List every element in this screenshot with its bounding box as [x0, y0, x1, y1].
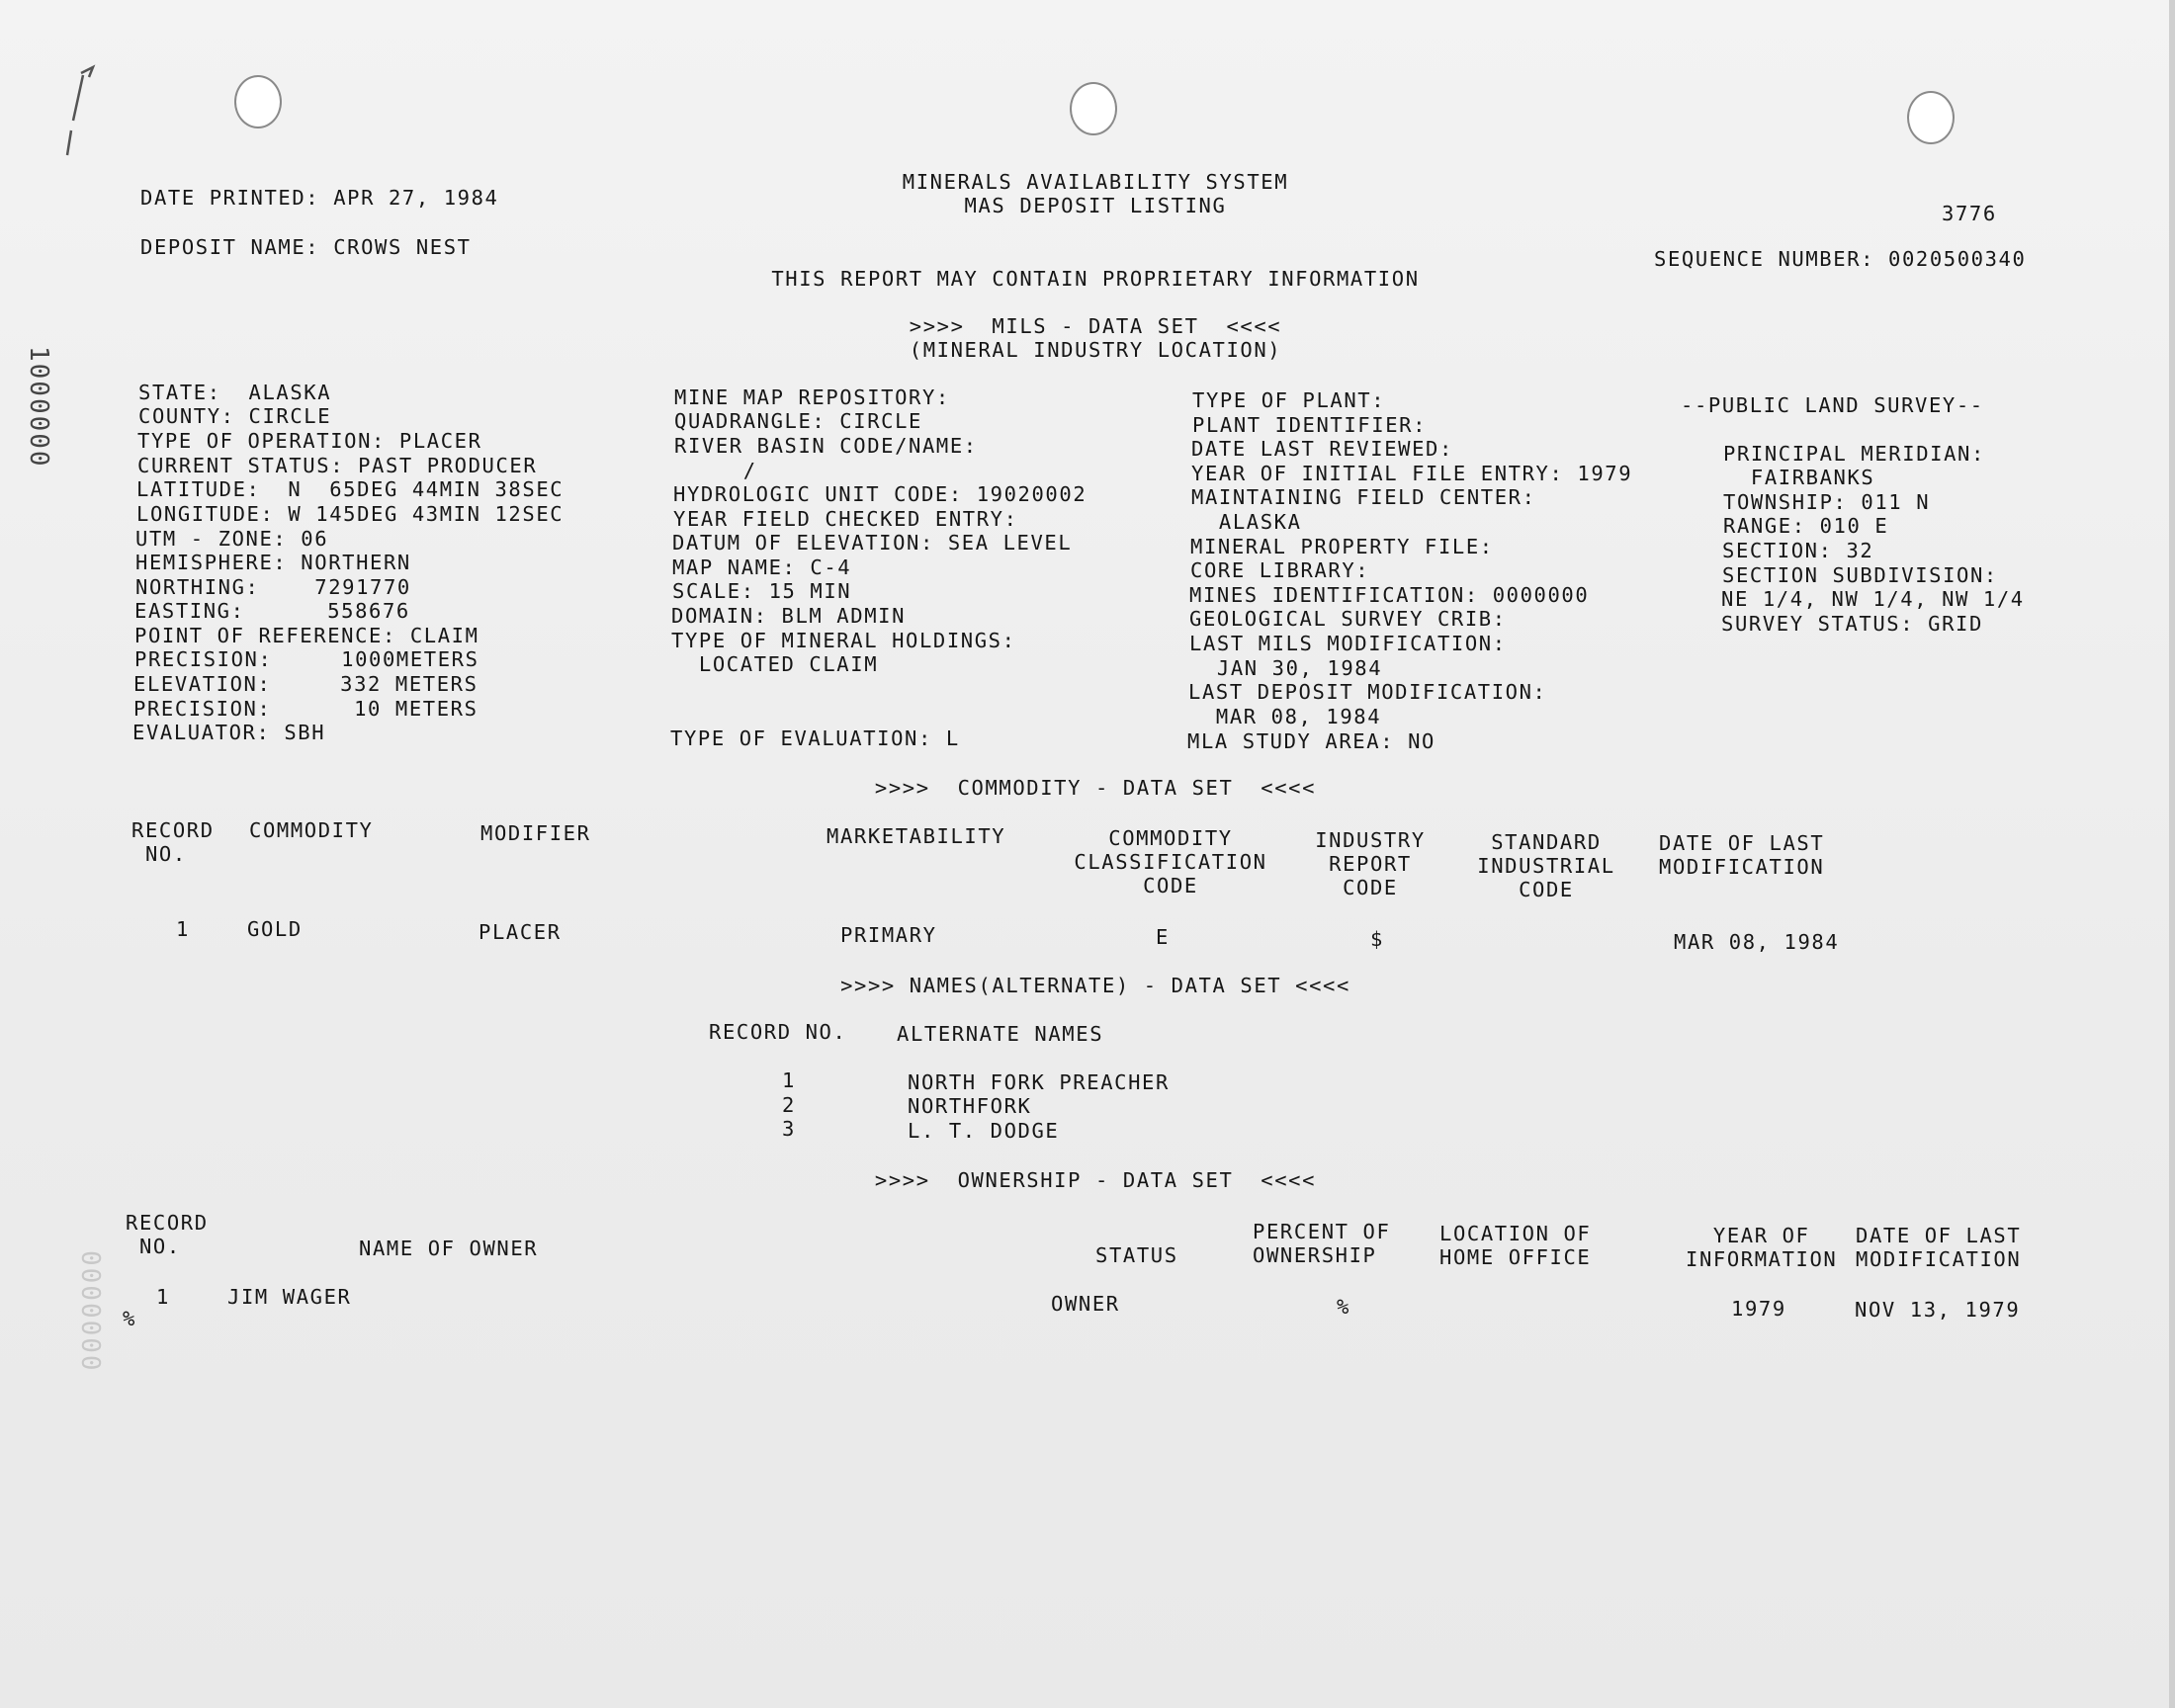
- field-precision-elevation: PRECISION: 10 METERS: [133, 697, 478, 721]
- ownership-header-home-office: LOCATION OF HOME OFFICE: [1439, 1222, 1592, 1269]
- ownership-header-owner: NAME OF OWNER: [359, 1237, 539, 1260]
- field-section: SECTION: 32: [1722, 539, 1874, 562]
- field-utm-zone: UTM - ZONE: 06: [135, 527, 329, 551]
- field-operation-type: TYPE OF OPERATION: PLACER: [137, 429, 482, 453]
- field-field-center-value: ALASKA: [1191, 510, 1302, 534]
- field-easting: EASTING: 558676: [134, 599, 410, 623]
- commodity-last-modification: MAR 08, 1984: [1674, 930, 1840, 954]
- field-field-center: MAINTAINING FIELD CENTER:: [1191, 485, 1536, 509]
- commodity-header-industry-report: INDUSTRY REPORT CODE: [1315, 828, 1426, 899]
- field-mine-map-repository: MINE MAP REPOSITORY:: [674, 385, 950, 409]
- field-geological-survey-crib: GEOLOGICAL SURVEY CRIB:: [1189, 607, 1507, 631]
- proprietary-notice: THIS REPORT MAY CONTAIN PROPRIETARY INFORMATION: [771, 267, 1420, 291]
- field-hemisphere: HEMISPHERE: NORTHERN: [135, 551, 411, 574]
- field-mineral-property-file: MINERAL PROPERTY FILE:: [1190, 535, 1494, 558]
- owner-last-modification: NOV 13, 1979: [1855, 1298, 2021, 1322]
- mils-title: >>>> MILS - DATA SET <<<<: [909, 314, 1282, 338]
- ownership-header-percent: PERCENT OF OWNERSHIP: [1253, 1220, 1391, 1267]
- alternate-name-no: 2: [782, 1093, 796, 1117]
- commodity-header-standard-industrial: STANDARD INDUSTRIAL CODE: [1477, 830, 1615, 901]
- field-domain: DOMAIN: BLM ADMIN: [671, 604, 907, 628]
- field-mineral-holdings: TYPE OF MINERAL HOLDINGS:: [671, 629, 1016, 652]
- field-principal-meridian-value: FAIRBANKS: [1723, 466, 1875, 489]
- field-mines-identification: MINES IDENTIFICATION: 0000000: [1189, 583, 1590, 607]
- pencil-mark-icon: [59, 61, 109, 170]
- owner-percent: %: [1337, 1295, 1350, 1319]
- margin-stamp: 1000000: [24, 346, 53, 469]
- commodity-header-last-modification: DATE OF LAST MODIFICATION: [1659, 831, 1825, 879]
- field-datum-elevation: DATUM OF ELEVATION: SEA LEVEL: [672, 531, 1073, 555]
- commodity-header-modifier: MODIFIER: [480, 821, 591, 845]
- names-header-alternate: ALTERNATE NAMES: [897, 1022, 1104, 1046]
- page-number: 3776: [1942, 202, 1997, 225]
- alternate-name-no: 1: [782, 1068, 796, 1092]
- field-last-deposit-modification-value: MAR 08, 1984: [1188, 705, 1382, 728]
- field-point-of-reference: POINT OF REFERENCE: CLAIM: [134, 624, 479, 647]
- ownership-section-title: >>>> OWNERSHIP - DATA SET <<<<: [874, 1168, 1317, 1192]
- owner-year: 1979: [1731, 1297, 1786, 1321]
- field-precision-location: PRECISION: 1000METERS: [134, 647, 479, 671]
- field-latitude: LATITUDE: N 65DEG 44MIN 38SEC: [136, 477, 565, 501]
- field-quadrangle: QUADRANGLE: CIRCLE: [674, 409, 922, 433]
- field-type-of-evaluation: TYPE OF EVALUATION: L: [670, 726, 960, 750]
- field-date-last-reviewed: DATE LAST REVIEWED:: [1191, 437, 1453, 461]
- commodity-header-classification: COMMODITY CLASSIFICATION CODE: [1074, 826, 1267, 897]
- ownership-header-status: STATUS: [1095, 1243, 1178, 1267]
- listing-title: MAS DEPOSIT LISTING: [964, 194, 1227, 217]
- punch-hole-left: [234, 75, 282, 128]
- field-plant-identifier: PLANT IDENTIFIER:: [1192, 413, 1428, 437]
- field-hydrologic-unit: HYDROLOGIC UNIT CODE: 19020002: [673, 482, 1088, 506]
- field-elevation: ELEVATION: 332 METERS: [133, 672, 478, 696]
- field-core-library: CORE LIBRARY:: [1190, 558, 1370, 582]
- names-header-record-no: RECORD NO.: [709, 1020, 847, 1044]
- field-current-status: CURRENT STATUS: PAST PRODUCER: [137, 454, 538, 477]
- commodity-record-no: 1: [176, 917, 190, 941]
- field-section-subdivision: SECTION SUBDIVISION:: [1722, 563, 1998, 587]
- owner-stray-percent: %: [123, 1307, 136, 1330]
- system-title: MINERALS AVAILABILITY SYSTEM: [902, 170, 1289, 194]
- field-initial-file-entry: YEAR OF INITIAL FILE ENTRY: 1979: [1191, 462, 1633, 485]
- field-plant-type: TYPE OF PLANT:: [1192, 388, 1386, 412]
- commodity-header-record-no: RECORD NO.: [131, 818, 215, 866]
- field-last-mils-modification: LAST MILS MODIFICATION:: [1189, 632, 1507, 655]
- field-longitude: LONGITUDE: W 145DEG 43MIN 12SEC: [136, 502, 565, 526]
- field-mla-study-area: MLA STUDY AREA: NO: [1187, 729, 1436, 753]
- field-map-name: MAP NAME: C-4: [672, 555, 852, 579]
- alternate-name-no: 3: [782, 1117, 796, 1141]
- owner-record-no: 1: [156, 1285, 170, 1309]
- alternate-name: NORTH FORK PREACHER: [908, 1070, 1170, 1094]
- alternate-name: NORTHFORK: [908, 1094, 1032, 1118]
- field-last-mils-modification-value: JAN 30, 1984: [1189, 656, 1383, 680]
- field-last-deposit-modification: LAST DEPOSIT MODIFICATION:: [1188, 680, 1547, 704]
- paper-edge: [2169, 0, 2175, 1708]
- commodity-industry-code: $: [1370, 927, 1384, 951]
- commodity-header-marketability: MARKETABILITY: [826, 824, 1006, 848]
- sequence-number: SEQUENCE NUMBER: 0020500340: [1654, 247, 2027, 271]
- field-section-subdivision-value: NE 1/4, NW 1/4, NW 1/4: [1721, 587, 2025, 611]
- owner-name: JIM WAGER: [227, 1285, 352, 1309]
- field-principal-meridian: PRINCIPAL MERIDIAN:: [1723, 442, 1985, 466]
- field-river-basin-value: /: [674, 459, 757, 482]
- margin-stamp-faded: 0000000: [75, 1250, 105, 1373]
- field-county: COUNTY: CIRCLE: [138, 404, 332, 428]
- commodity-modifier: PLACER: [478, 920, 562, 944]
- field-evaluator: EVALUATOR: SBH: [132, 721, 326, 744]
- names-section-title: >>>> NAMES(ALTERNATE) - DATA SET <<<<: [840, 974, 1350, 997]
- commodity-section-title: >>>> COMMODITY - DATA SET <<<<: [874, 776, 1317, 800]
- commodity-classification: E: [1156, 925, 1170, 949]
- owner-status: OWNER: [1051, 1292, 1120, 1316]
- deposit-name: DEPOSIT NAME: CROWS NEST: [140, 235, 472, 259]
- field-range: RANGE: 010 E: [1723, 514, 1889, 538]
- alternate-name: L. T. DODGE: [908, 1119, 1060, 1143]
- field-river-basin: RIVER BASIN CODE/NAME:: [674, 434, 978, 458]
- ownership-header-record-no: RECORD NO.: [126, 1211, 209, 1258]
- punch-hole-right: [1907, 91, 1955, 144]
- field-state: STATE: ALASKA: [138, 381, 332, 404]
- field-scale: SCALE: 15 MIN: [672, 579, 852, 603]
- date-printed: DATE PRINTED: APR 27, 1984: [140, 186, 499, 210]
- punch-hole-center: [1070, 82, 1117, 135]
- commodity-marketability: PRIMARY: [840, 923, 937, 947]
- ownership-header-last-modification: DATE OF LAST MODIFICATION: [1856, 1224, 2022, 1271]
- commodity-name: GOLD: [247, 917, 303, 941]
- field-survey-status: SURVEY STATUS: GRID: [1721, 612, 1983, 636]
- survey-title: --PUBLIC LAND SURVEY--: [1681, 393, 1984, 417]
- commodity-header-commodity: COMMODITY: [249, 818, 374, 842]
- mils-subtitle: (MINERAL INDUSTRY LOCATION): [909, 338, 1282, 362]
- field-northing: NORTHING: 7291770: [135, 575, 411, 599]
- ownership-header-year: YEAR OF INFORMATION: [1686, 1224, 1838, 1271]
- field-mineral-holdings-value: LOCATED CLAIM: [671, 652, 879, 676]
- field-township: TOWNSHIP: 011 N: [1723, 490, 1931, 514]
- field-year-checked: YEAR FIELD CHECKED ENTRY:: [673, 507, 1018, 531]
